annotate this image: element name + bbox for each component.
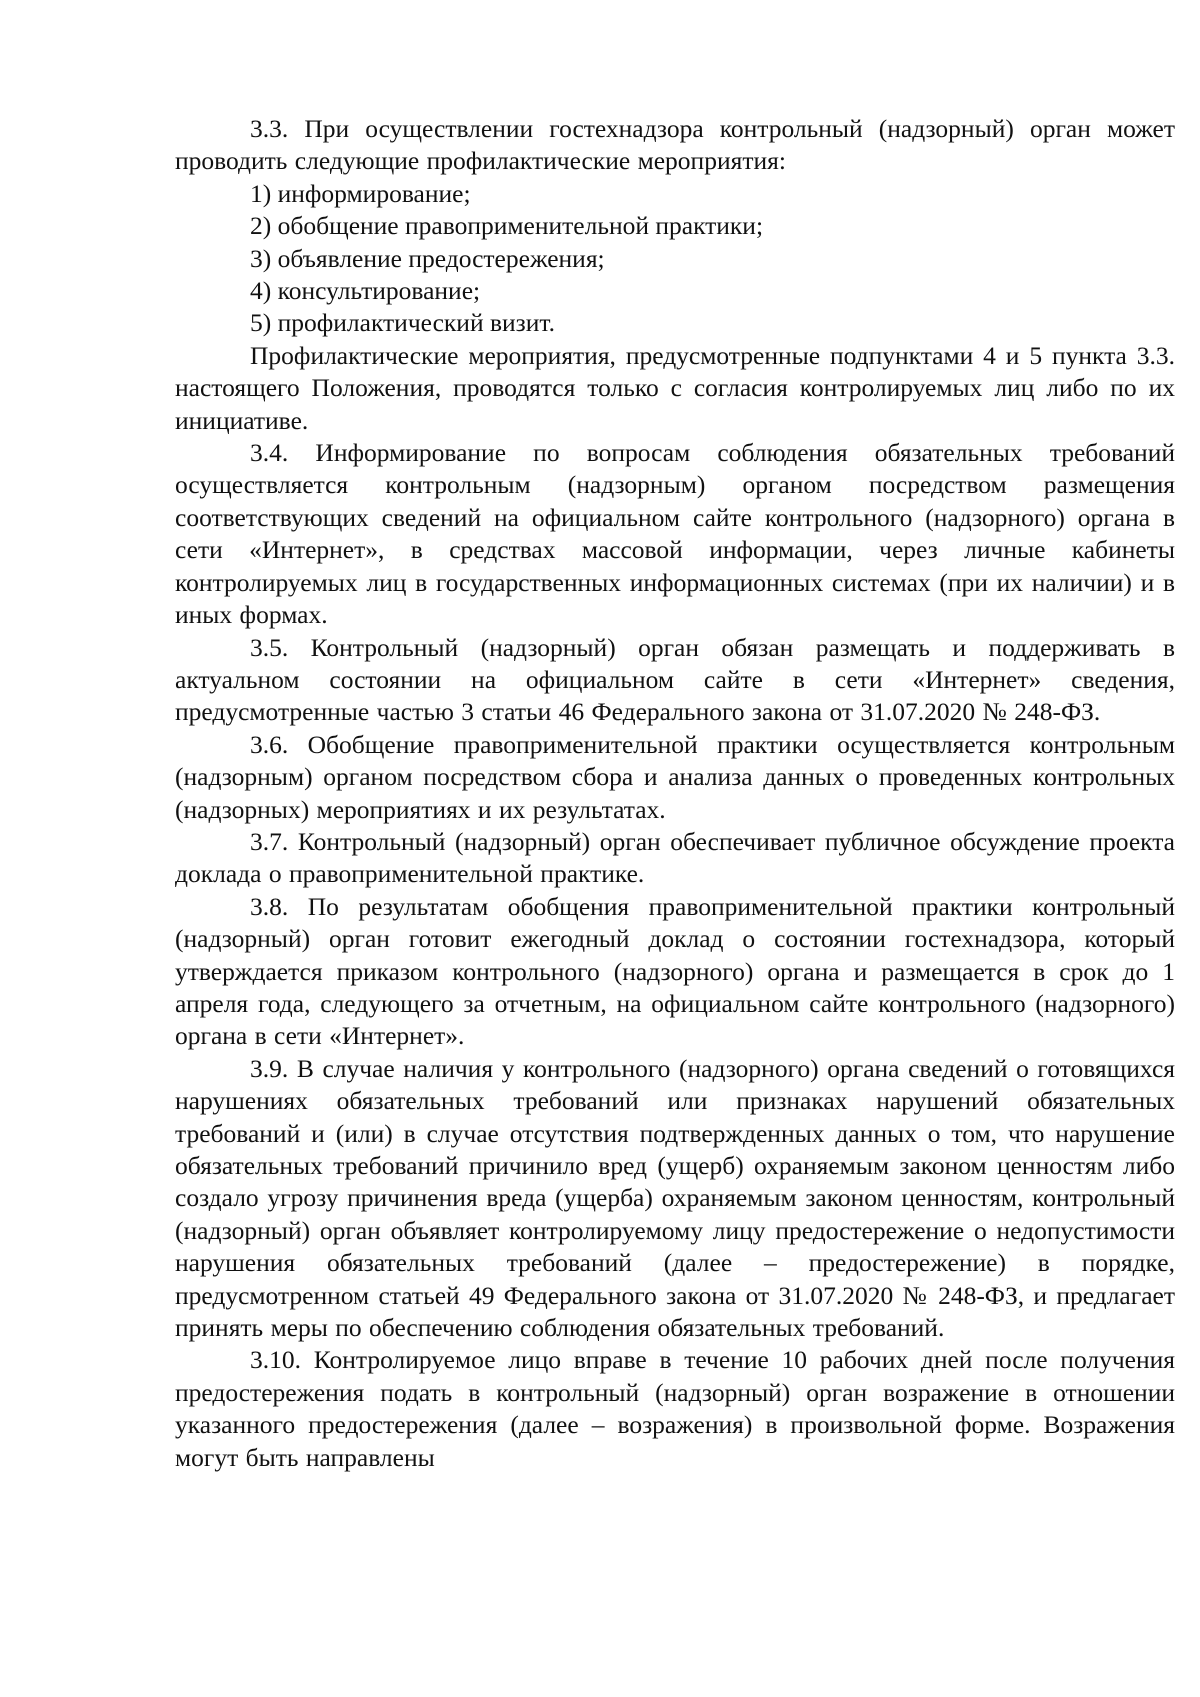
paragraph-3-10: 3.10. Контролируемое лицо вправе в течение 10 рабочих дней после получения предостережения подать в контрольный (надзорный) орган возражение в отношении указанного предостережения (далее – возражения) в произвольной форме. Возражения могут быть направлены — [175, 1345, 1175, 1472]
list-item-consulting: 4) консультирование; — [250, 276, 481, 306]
paragraph-3-8: 3.8. По результатам обобщения правоприменительной практики контрольный (надзорный) орган готовит ежегодный доклад о состоянии гостехнадзора, который утверждается приказом контрольного (надзорного) органа и размещается в срок до 1 апреля года, следующего за отчетным, на официальном сайте контрольного (надзорного) органа в сети «Интернет». — [175, 891, 1175, 1051]
paragraph-3-3: 3.3. При осуществлении гостехнадзора контрольный (надзорный) орган может проводить следующие профилактические мероприятия: — [175, 114, 1175, 176]
document-body — [175, 113, 1175, 1474]
list-item-informing: 1) информирование; — [250, 178, 471, 208]
list-item-visit: 5) профилактический визит. — [250, 308, 555, 338]
list-item-warning: 3) объявление предостережения; — [250, 243, 605, 273]
list-item-generalization: 2) обобщение правоприменительной практики; — [250, 211, 764, 241]
paragraph-prophylactic: Профилактические мероприятия, предусмотренные подпунктами 4 и 5 пункта 3.3. настоящего Положения, проводятся только с согласия контролируемых лиц либо по их инициативе. — [175, 340, 1175, 435]
paragraph-3-5: 3.5. Контрольный (надзорный) орган обязан размещать и поддерживать в актуальном состоянии на официальном сайте в сети «Интернет» сведения, предусмотренные частью 3 статьи 46 Федерального закона от 31.07.2020 № 248-ФЗ. — [175, 632, 1175, 727]
paragraph-3-9: 3.9. В случае наличия у контрольного (надзорного) органа сведений о готовящихся нарушениях обязательных требований или признаках нарушений обязательных требований и (или) в случае отсутствия подтвержденных данных о том, что нарушение обязательных требований причинило вред (ущерб) охраняемым законом ценностям либо создало угрозу причинения вреда (ущерба) охраняемым законом ценностям, контрольный (надзорный) орган объявляет контролируемому лицу предостережение о недопустимости нарушения обязательных требований (далее – предостережение) в порядке, предусмотренном статьей 49 Федерального закона от 31.07.2020 № 248-ФЗ, и предлагает принять меры по обеспечению соблюдения обязательных требований. — [175, 1053, 1175, 1343]
paragraph-3-6: 3.6. Обобщение правоприменительной практики осуществляется контрольным (надзорным) органом посредством сбора и анализа данных о проведенных контрольных (надзорных) мероприятиях и их результатах. — [175, 729, 1175, 824]
paragraph-3-4: 3.4. Информирование по вопросам соблюдения обязательных требований осуществляется контрольным (надзорным) органом посредством размещения соответствующих сведений на официальном сайте контрольного (надзорного) органа в сети «Интернет», в средствах массовой информации, через личные кабинеты контролируемых лиц в государственных информационных системах (при их наличии) и в иных формах. — [175, 438, 1175, 630]
paragraph-3-7: 3.7. Контрольный (надзорный) орган обеспечивает публичное обсуждение проекта доклада о правоприменительной практике. — [175, 826, 1175, 889]
